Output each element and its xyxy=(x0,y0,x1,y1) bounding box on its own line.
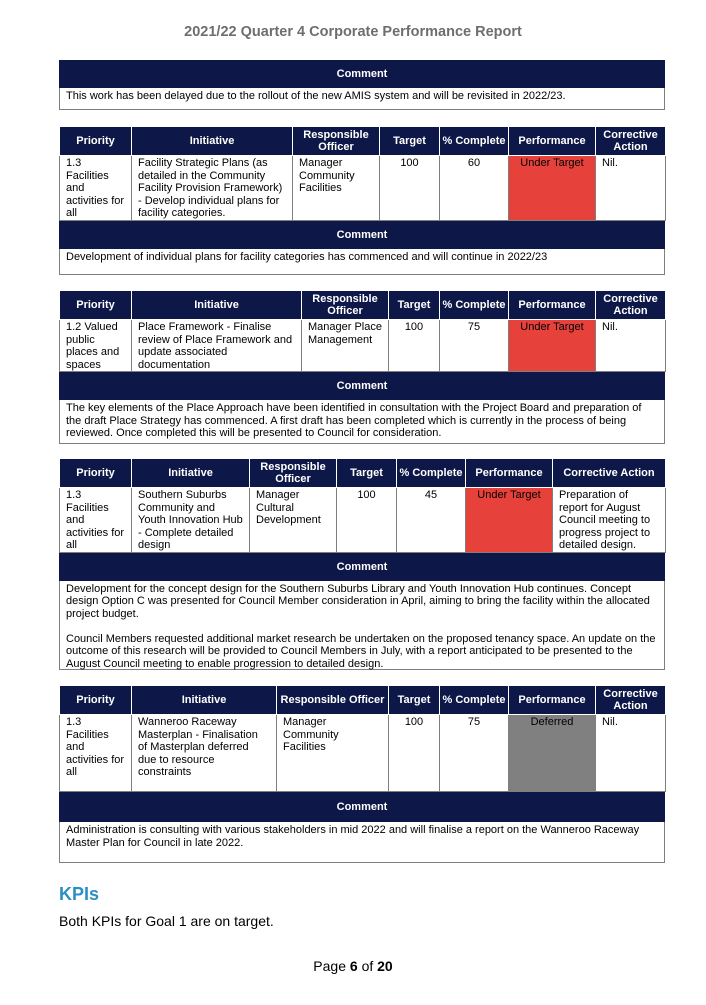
initiative-cell: Southern Suburbs Community and Youth Innovation Hub - Complete detailed design xyxy=(132,488,250,553)
col-header-corrective: Corrective Action xyxy=(596,127,666,156)
col-header-initiative: Initiative xyxy=(132,686,277,715)
comment-text: Administration is consulting with various stakeholders in mid 2022 and will finalise a report on the Wanneroo Raceway Master Plan for Council in late 2022. xyxy=(66,824,640,849)
col-header-complete: % Complete xyxy=(440,686,509,715)
comment-block-0 xyxy=(59,60,665,110)
comment-text: This work has been delayed due to the rollout of the new AMIS system and will be revisited in 2022/23. xyxy=(66,90,566,102)
comment-paragraph-1: Development for the concept design for the Southern Suburbs Library and Youth Innovation Hub continues. Concept design Option C was presented for Council Member consideration in April, aiming to bring the facility within the allocated project budget. xyxy=(66,582,650,620)
initiative-block-2 xyxy=(59,290,665,444)
col-header-performance: Performance xyxy=(466,459,553,488)
col-header-initiative: Initiative xyxy=(132,459,250,488)
complete-cell: 60 xyxy=(440,156,509,221)
col-header-complete: % Complete xyxy=(440,291,509,320)
target-cell: 100 xyxy=(380,156,440,221)
col-header-initiative: Initiative xyxy=(132,291,302,320)
complete-cell: 45 xyxy=(397,488,466,553)
priority-cell: 1.3 Facilities and activities for all xyxy=(60,488,132,553)
comment-body xyxy=(59,88,665,110)
performance-cell: Under Target xyxy=(509,156,596,221)
col-header-corrective: Corrective Action xyxy=(553,459,666,488)
comment-header: Comment xyxy=(59,221,665,249)
initiative-table xyxy=(59,685,666,792)
col-header-corrective: Corrective Action xyxy=(596,686,666,715)
col-header-officer: Responsible Officer xyxy=(293,127,380,156)
col-header-officer: Responsible Officer xyxy=(250,459,337,488)
officer-cell: Manager Community Facilities xyxy=(277,715,389,792)
col-header-performance: Performance xyxy=(509,291,596,320)
table-row xyxy=(60,715,666,792)
table-row xyxy=(60,320,666,372)
comment-body xyxy=(59,249,665,275)
initiative-cell: Facility Strategic Plans (as detailed in the Community Facility Provision Framework) - Develop individual plans for facility categories. xyxy=(132,156,293,221)
priority-cell: 1.3 Facilities and activities for all xyxy=(60,156,132,221)
complete-cell: 75 xyxy=(440,715,509,792)
comment-header: Comment xyxy=(59,792,665,822)
performance-cell: Under Target xyxy=(466,488,553,553)
kpi-heading: KPIs xyxy=(59,884,100,904)
officer-cell: Manager Place Management xyxy=(302,320,389,372)
corrective-cell: Nil. xyxy=(596,156,666,221)
comment-text: The key elements of the Place Approach have been identified in consultation with the Project Board and preparation of the draft Place Strategy has commenced. A first draft has been completed which is currently in the process of being reviewed. Once completed this will be presented to Council for consideration. xyxy=(66,402,642,439)
complete-cell: 75 xyxy=(440,320,509,372)
col-header-initiative: Initiative xyxy=(132,127,293,156)
comment-body xyxy=(59,400,665,444)
page-of: of xyxy=(361,958,374,974)
performance-cell: Under Target xyxy=(509,320,596,372)
col-header-priority: Priority xyxy=(60,686,132,715)
kpi-summary: Both KPIs for Goal 1 are on target. xyxy=(59,913,274,929)
col-header-target: Target xyxy=(337,459,397,488)
col-header-complete: % Complete xyxy=(440,127,509,156)
comment-body xyxy=(59,581,665,670)
target-cell: 100 xyxy=(389,715,440,792)
initiative-block-3 xyxy=(59,458,665,670)
col-header-performance: Performance xyxy=(509,686,596,715)
priority-cell: 1.3 Facilities and activities for all xyxy=(60,715,132,792)
col-header-performance: Performance xyxy=(509,127,596,156)
comment-header: Comment xyxy=(59,60,665,88)
initiative-table xyxy=(59,290,666,372)
officer-cell: Manager Cultural Development xyxy=(250,488,337,553)
corrective-cell: Nil. xyxy=(596,320,666,372)
comment-text: Development of individual plans for facility categories has commenced and will continue in 2022/23 xyxy=(66,250,548,263)
report-title: 2021/22 Quarter 4 Corporate Performance Report xyxy=(184,24,522,40)
page-current: 6 xyxy=(349,958,358,974)
priority-cell: 1.2 Valued public places and spaces xyxy=(60,320,132,372)
col-header-target: Target xyxy=(389,291,440,320)
target-cell: 100 xyxy=(337,488,397,553)
officer-cell: Manager Community Facilities xyxy=(293,156,380,221)
table-row xyxy=(60,488,666,553)
corrective-cell: Nil. xyxy=(596,715,666,792)
comment-header: Comment xyxy=(59,553,665,581)
col-header-officer: Responsible Officer xyxy=(277,686,389,715)
performance-cell: Deferred xyxy=(509,715,596,792)
col-header-priority: Priority xyxy=(60,459,132,488)
initiative-cell: Place Framework - Finalise review of Place Framework and update associated documentation xyxy=(132,320,302,372)
initiative-table xyxy=(59,126,666,221)
comment-header: Comment xyxy=(59,372,665,400)
comment-paragraph-2: Council Members requested additional market research be undertaken on the proposed tenancy space. An update on the outcome of this research will be provided to Council Members in July, with a report anticipated to be presented to the August Council meeting to enable progression to detailed design. xyxy=(66,632,656,670)
col-header-priority: Priority xyxy=(60,291,132,320)
col-header-target: Target xyxy=(380,127,440,156)
col-header-priority: Priority xyxy=(60,127,132,156)
initiative-cell: Wanneroo Raceway Masterplan - Finalisation of Masterplan deferred due to resource constraints xyxy=(132,715,277,792)
page-number xyxy=(0,958,706,974)
corrective-cell: Preparation of report for August Council meeting to progress project to detailed design. xyxy=(553,488,666,553)
col-header-complete: % Complete xyxy=(397,459,466,488)
target-cell: 100 xyxy=(389,320,440,372)
col-header-corrective: Corrective Action xyxy=(596,291,666,320)
page-prefix: Page xyxy=(313,958,346,974)
initiative-block-4 xyxy=(59,685,665,863)
comment-body xyxy=(59,822,665,863)
col-header-officer: Responsible Officer xyxy=(302,291,389,320)
page-total: 20 xyxy=(377,958,393,974)
table-row xyxy=(60,156,666,221)
col-header-target: Target xyxy=(389,686,440,715)
initiative-block-1 xyxy=(59,126,665,275)
initiative-table xyxy=(59,458,666,553)
